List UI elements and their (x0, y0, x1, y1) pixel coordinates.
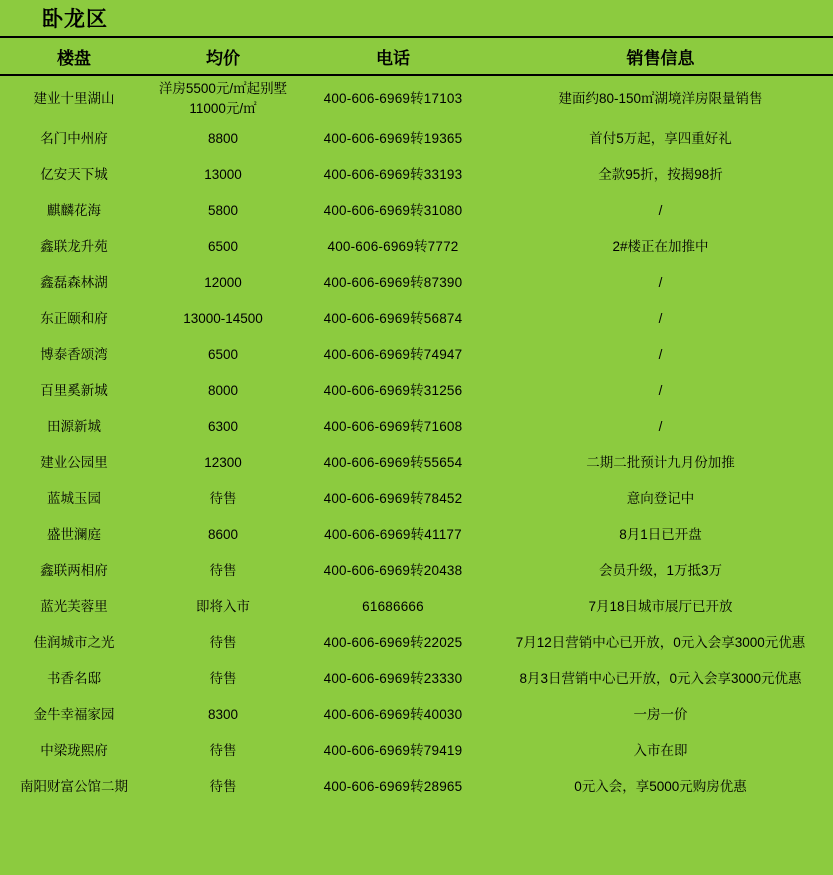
cell-phone[interactable]: 61686666 (362, 599, 424, 615)
cell-property-name: 金牛幸福家园 (33, 707, 115, 723)
cell-sales-info: / (658, 419, 663, 435)
cell-phone[interactable]: 400-606-6969转78452 (323, 491, 463, 507)
cell-property-name: 蓝城玉园 (47, 491, 101, 507)
table-row (0, 301, 833, 337)
cell-average-price: 即将入市 (196, 599, 250, 615)
page-title: 卧龙区 (42, 8, 108, 31)
column-header-phone: 电话 (298, 38, 488, 75)
cell-average-price: 12000 (204, 275, 242, 291)
cell-sales-info: 意向登记中 (626, 491, 695, 507)
cell-sales-info: 全款95折，按揭98折 (598, 167, 723, 183)
cell-average-price: 5800 (207, 203, 239, 219)
cell-phone[interactable]: 400-606-6969转41177 (324, 527, 462, 543)
table-row (0, 409, 833, 445)
cell-sales-info: 7月12日营销中心已开放，0元入会享3000元优惠 (515, 635, 806, 651)
table-row (0, 661, 833, 697)
cell-sales-info: / (658, 383, 663, 399)
table-row (0, 769, 833, 805)
table-row (0, 265, 833, 301)
cell-average-price: 待售 (209, 635, 237, 651)
cell-phone[interactable]: 400-606-6969转87390 (323, 275, 463, 291)
cell-average-price: 待售 (209, 743, 237, 759)
cell-property-name: 亿安天下城 (40, 167, 108, 183)
cell-sales-info: / (658, 275, 663, 291)
cell-average-price: 待售 (209, 491, 237, 507)
cell-property-name: 麒麟花海 (47, 203, 101, 219)
cell-property-name: 东正颐和府 (40, 311, 108, 327)
cell-sales-info: / (658, 347, 663, 363)
table-row (0, 697, 833, 733)
cell-property-name: 蓝光芙蓉里 (40, 599, 108, 615)
cell-phone[interactable]: 400-606-6969转56874 (323, 311, 463, 327)
table-row (0, 481, 833, 517)
cell-phone[interactable]: 400-606-6969转20438 (323, 563, 463, 579)
table-row (0, 553, 833, 589)
cell-average-price: 8300 (207, 707, 239, 723)
property-price-table (0, 38, 833, 805)
cell-phone[interactable]: 400-606-6969转28965 (323, 779, 463, 795)
cell-phone[interactable]: 400-606-6969转17103 (323, 90, 463, 106)
table-row (0, 589, 833, 625)
cell-sales-info: 入市在即 (633, 743, 688, 759)
cell-sales-info: 2#楼正在加推中 (612, 239, 709, 255)
cell-phone[interactable]: 400-606-6969转31080 (323, 203, 463, 219)
column-header-info: 销售信息 (488, 38, 833, 75)
cell-sales-info: 二期二批预计九月份加推 (586, 455, 735, 471)
page-header (0, 0, 833, 38)
cell-sales-info: / (658, 203, 663, 219)
cell-phone[interactable]: 400-606-6969转33193 (323, 167, 463, 183)
table-header (0, 38, 833, 75)
cell-property-name: 田源新城 (47, 419, 101, 435)
table-row (0, 337, 833, 373)
cell-property-name: 南阳财富公馆二期 (20, 779, 128, 795)
cell-sales-info: 建面约80-150㎡湖境洋房限量销售 (558, 90, 763, 106)
cell-average-price: 12300 (204, 455, 242, 471)
cell-property-name: 名门中州府 (40, 131, 108, 147)
cell-property-name: 百里奚新城 (40, 383, 108, 399)
cell-average-price: 待售 (209, 671, 237, 687)
cell-phone[interactable]: 400-606-6969转79419 (323, 743, 463, 759)
cell-sales-info: 0元入会，享5000元购房优惠 (574, 779, 747, 795)
cell-average-price: 洋房5500元/㎡起别墅11000元/㎡ (158, 81, 288, 116)
table-row (0, 193, 833, 229)
cell-property-name: 建业公园里 (40, 455, 108, 471)
table-body (0, 75, 833, 805)
cell-sales-info: 7月18日城市展厅已开放 (588, 599, 733, 615)
cell-average-price: 8800 (207, 131, 239, 147)
table-row (0, 733, 833, 769)
table-row (0, 229, 833, 265)
cell-phone[interactable]: 400-606-6969转71608 (323, 419, 463, 435)
cell-phone[interactable]: 400-606-6969转19365 (323, 131, 463, 147)
cell-sales-info: / (658, 311, 663, 327)
cell-phone[interactable]: 400-606-6969转55654 (323, 455, 463, 471)
cell-property-name: 建业十里湖山 (33, 90, 115, 106)
cell-property-name: 书香名邸 (47, 671, 101, 687)
table-row (0, 157, 833, 193)
table-row (0, 75, 833, 121)
cell-average-price: 6300 (207, 419, 239, 435)
table-row (0, 373, 833, 409)
cell-average-price: 6500 (207, 347, 239, 363)
column-header-name: 楼盘 (0, 38, 148, 75)
cell-average-price: 13000 (204, 167, 242, 183)
table-row (0, 445, 833, 481)
cell-property-name: 博泰香颂湾 (40, 347, 108, 363)
column-header-price: 均价 (148, 38, 298, 75)
cell-property-name: 盛世澜庭 (47, 527, 101, 543)
cell-average-price: 8000 (207, 383, 239, 399)
table-row (0, 517, 833, 553)
cell-phone[interactable]: 400-606-6969转31256 (323, 383, 463, 399)
cell-property-name: 佳润城市之光 (33, 635, 115, 651)
cell-phone[interactable]: 400-606-6969转7772 (327, 239, 459, 255)
cell-sales-info: 会员升级，1万抵3万 (598, 563, 723, 579)
cell-phone[interactable]: 400-606-6969转22025 (323, 635, 463, 651)
cell-phone[interactable]: 400-606-6969转23330 (323, 671, 463, 687)
cell-sales-info: 8月1日已开盘 (619, 527, 702, 543)
cell-sales-info: 8月3日营销中心已开放，0元入会享3000元优惠 (519, 671, 802, 687)
cell-average-price: 待售 (209, 563, 237, 579)
table-header-row (0, 38, 833, 75)
cell-average-price: 8600 (207, 527, 239, 543)
cell-property-name: 鑫磊森林湖 (40, 275, 108, 291)
cell-property-name: 中梁珑熙府 (40, 743, 108, 759)
cell-average-price: 6500 (207, 239, 239, 255)
cell-average-price: 待售 (209, 779, 237, 795)
table-row (0, 121, 833, 157)
cell-phone[interactable]: 400-606-6969转74947 (323, 347, 463, 363)
cell-phone[interactable]: 400-606-6969转40030 (323, 707, 463, 723)
cell-property-name: 鑫联龙升苑 (40, 239, 108, 255)
cell-property-name: 鑫联两相府 (40, 563, 108, 579)
table-row (0, 625, 833, 661)
cell-sales-info: 首付5万起，享四重好礼 (589, 131, 732, 147)
cell-sales-info: 一房一价 (633, 707, 688, 723)
cell-average-price: 13000-14500 (183, 311, 263, 327)
